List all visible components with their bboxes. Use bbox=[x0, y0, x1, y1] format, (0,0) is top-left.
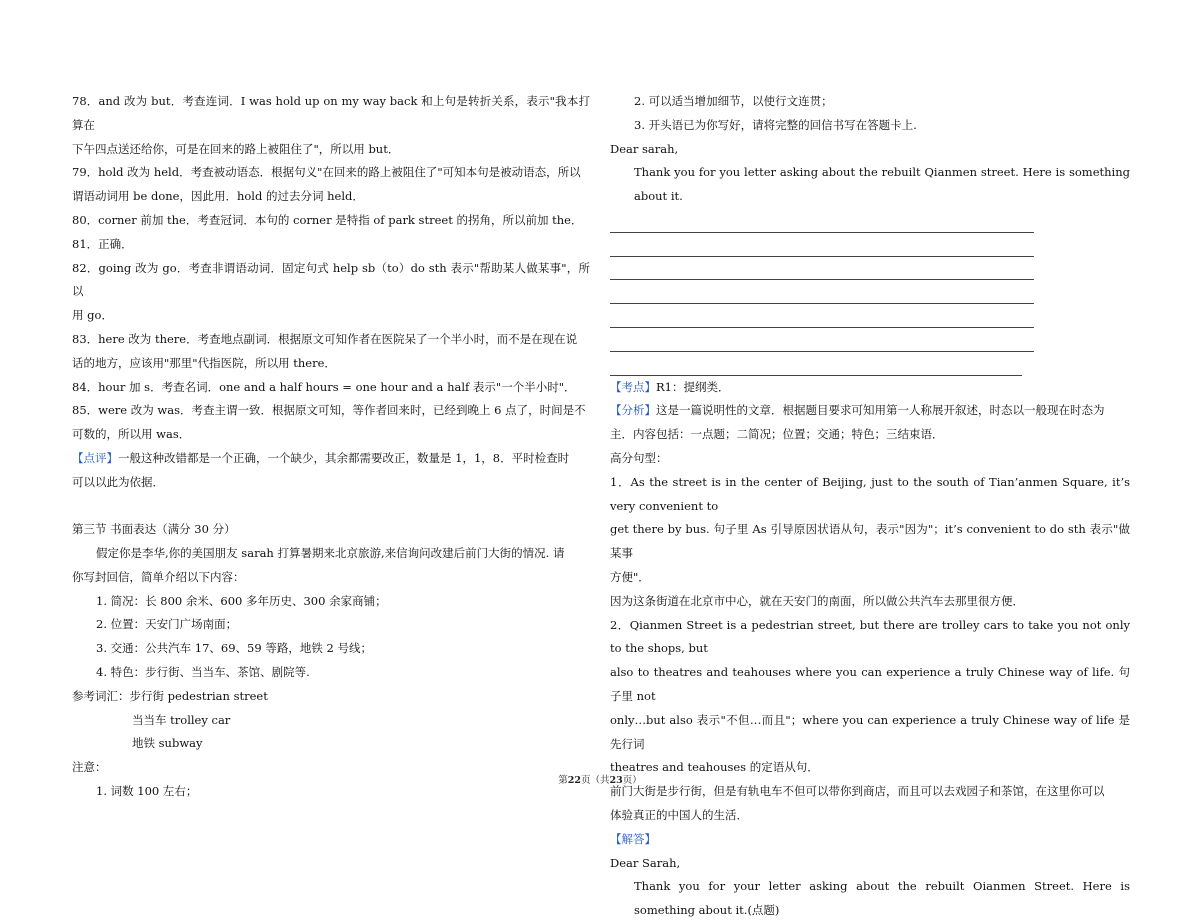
kaodian-label: 【考点】 bbox=[610, 379, 656, 394]
answer-line-79a: 79．hold 改为 held．考查被动语态．根据句义"在回来的路上被阻住了"可知本句是被动语态，所以 bbox=[72, 165, 581, 180]
comment-label: 【点评】 bbox=[72, 450, 118, 465]
sentence-1-translation: 因为这条街道在北京市中心，就在天安门的南面，所以做公共汽车去那里很方便． bbox=[610, 593, 1024, 608]
writing-line bbox=[610, 280, 1034, 304]
answer-line-82a: 82．going 改为 go．考查非谓语动词．固定句式 help sb（to）do sth 表示"帮助某人做某事"，所以 bbox=[72, 260, 590, 299]
answer-line-82b: 用 go． bbox=[72, 308, 113, 323]
comment-line-1 bbox=[72, 447, 590, 471]
note-2: 2. 可以适当增加细节，以使行文连贯； bbox=[634, 94, 833, 108]
writing-line bbox=[610, 233, 1034, 257]
answer-line-83b: 话的地方，应该用"那里"代指医院，所以用 there． bbox=[72, 355, 336, 370]
answer-line-78a: 78．and 改为 but．考查连词．I was hold up on my way back 和上句是转折关系，表示"我本打算在 bbox=[72, 94, 590, 132]
fenxi-label: 【分析】 bbox=[610, 403, 656, 418]
point-3: 3. 交通：公共汽车 17、69、59 等路，地铁 2 号线； bbox=[96, 641, 372, 656]
answer-line-79b: 谓语动词用 be done，因此用．hold 的过去分词 held． bbox=[72, 189, 364, 204]
sentence-2-translation-1: 前门大街是步行街，但是有轨电车不但可以带你到商店，而且可以去戏园子和茶馆，在这里你可以 bbox=[610, 784, 1105, 799]
footer-suffix: 页） bbox=[622, 775, 642, 786]
point-4: 4. 特色：步行街、当当车、茶馆、剧院等. bbox=[96, 664, 310, 679]
answer-line-85b: 可数的，所以用 was． bbox=[72, 427, 191, 442]
answer-greeting: Dear Sarah, bbox=[610, 855, 681, 870]
vocab-line-1: 参考词汇：步行街 pedestrian street bbox=[72, 688, 268, 703]
comment-line-2: 可以以此为依据． bbox=[72, 474, 164, 489]
sentence-2-line-3: only…but also 表示"不但…而且"；where you can experience a truly Chinese way of life 是先行词 bbox=[610, 712, 1130, 751]
point-1: 1. 简况：长 800 余米、600 多年历史、300 余家商铺； bbox=[96, 593, 387, 608]
vocab-line-3: 地铁 subway bbox=[132, 736, 203, 751]
letter-greeting: Dear sarah, bbox=[610, 141, 679, 156]
fenxi-text-1: 这是一篇说明性的文章．根据题目要求可知用第一人称展开叙述，时态以一般现在时态为 bbox=[656, 403, 1105, 418]
fenxi-line-2: 主．内容包括：一点题；二简况；位置；交通；特色；三结束语． bbox=[610, 427, 944, 442]
point-2: 2. 位置：天安门广场南面； bbox=[96, 617, 238, 632]
note-3: 3. 开头语已为你写好，请将完整的回信书写在答题卡上. bbox=[634, 117, 917, 132]
answer-line-83a: 83．here 改为 there．考查地点副词．根据原文可知作者在医院呆了一个半小时，而不是在现在说 bbox=[72, 331, 578, 346]
sentence-2-line-1: 2．Qianmen Street is a pedestrian street, but there are trolley cars to take you not only to the shops, but bbox=[610, 617, 1130, 656]
right-column bbox=[610, 90, 1130, 923]
comment-text-1: 一般这种改错都是一个正确，一个缺少，其余都需要改正，数量是 1，1，8．平时检查时 bbox=[118, 450, 570, 465]
kaodian-text: R1：提纲类． bbox=[656, 379, 730, 394]
sentence-1-line-1: 1．As the street is in the center of Beijing, just to the south of Tian’anmen Square, it’s very convenient to bbox=[610, 474, 1130, 513]
sentence-2-line-4: theatres and teahouses 的定语从句． bbox=[610, 760, 819, 775]
answer-line-81: 81．正确． bbox=[72, 236, 133, 251]
fenxi-line-1 bbox=[610, 399, 1130, 423]
footer-page-number: 22 bbox=[567, 775, 581, 786]
kaodian-line bbox=[610, 376, 1130, 400]
answer-line-78b: 下午四点送还给你，可是在回来的路上被阻住了"，所以用 but． bbox=[72, 141, 400, 156]
left-column bbox=[72, 90, 590, 804]
sentence-2-line-2: also to theatres and teahouses where you can experience a truly Chinese way of life. 句子里 not bbox=[610, 665, 1130, 703]
writing-line bbox=[610, 328, 1034, 352]
note-label: 注意： bbox=[72, 760, 107, 775]
sentence-1-line-2: get there by bus. 句子里 As 引导原因状语从句，表示"因为"；it’s convenient to do sth 表示"做某事 bbox=[610, 522, 1130, 561]
note-1: 1. 词数 100 左右； bbox=[96, 783, 198, 798]
jieda-label: 【解答】 bbox=[610, 831, 656, 846]
writing-line bbox=[610, 257, 1034, 281]
page-footer bbox=[0, 772, 1200, 786]
section-title: 第三节 书面表达（满分 30 分） bbox=[72, 522, 236, 537]
footer-prefix: 第 bbox=[558, 775, 568, 786]
answer-line-85a: 85．were 改为 was．考查主谓一致．根据原文可知，等作者回来时，已经到晚上 6 点了，时间是不 bbox=[72, 403, 586, 418]
spacer bbox=[72, 495, 590, 519]
answer-line-84: 84．hour 加 s．考查名词．one and a half hours = one hour and a half 表示"一个半小时"． bbox=[72, 379, 576, 394]
gaofen-heading: 高分句型： bbox=[610, 450, 668, 465]
vocab-line-2: 当当车 trolley car bbox=[132, 712, 231, 727]
sentence-1-line-3: 方便"． bbox=[610, 569, 650, 584]
writing-line bbox=[610, 209, 1034, 233]
writing-line bbox=[610, 352, 1022, 376]
answer-line-80: 80．corner 前加 the．考查冠词．本句的 corner 是特指 of park street 的拐角，所以前加 the． bbox=[72, 212, 583, 227]
answer-opening: Thank you for your letter asking about the rebuilt Oianmen Street. Here is something about it.(点题) bbox=[634, 879, 1130, 918]
prompt-line-1: 假定你是李华,你的美国朋友 sarah 打算暑期来北京旅游,来信询问改建后前门大街的情况. 请 bbox=[96, 545, 565, 560]
writing-line bbox=[610, 304, 1034, 328]
prompt-line-2: 你写封回信，简单介绍以下内容： bbox=[72, 569, 245, 584]
letter-opening: Thank you for you letter asking about the rebuilt Qianmen street. Here is something about it. bbox=[634, 165, 1130, 204]
footer-total-pages: 23 bbox=[609, 775, 623, 786]
footer-mid: 页（共 bbox=[580, 775, 610, 786]
sentence-2-translation-2: 体验真正的中国人的生活． bbox=[610, 807, 748, 822]
